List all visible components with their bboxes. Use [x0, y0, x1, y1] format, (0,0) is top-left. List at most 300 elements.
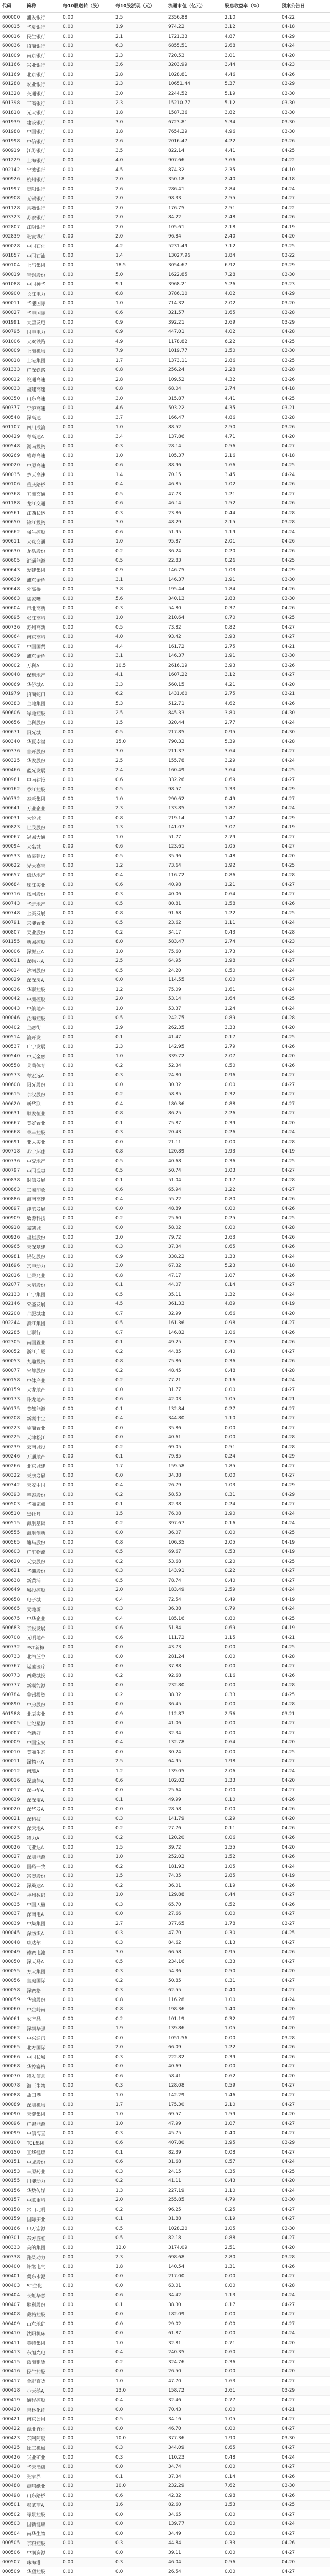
stock-name-cell: 强生控股	[25, 528, 61, 537]
cash-dividend-cell: 2.0	[113, 194, 166, 204]
bonus-shares-cell: 0.00	[61, 1414, 113, 1423]
stock-code-cell: 600175	[0, 1404, 25, 1414]
cash-dividend-cell: 1.2	[113, 1767, 166, 1776]
cash-dividend-cell: 0.0	[113, 1805, 166, 1815]
cash-dividend-cell: 0.3	[113, 1928, 166, 1938]
bonus-shares-cell: 0.00	[61, 2110, 113, 2120]
market-cap-cell: 64.95	[166, 1757, 223, 1767]
stock-code-cell: 000402	[0, 1023, 25, 1033]
dividend-yield-cell: 0.86	[223, 871, 279, 880]
announce-date-cell: 03-30	[279, 2224, 330, 2234]
stock-name-cell: 常山北明	[25, 2205, 61, 2215]
market-cap-cell: 58.85	[166, 1090, 223, 1099]
table-body	[0, 13, 330, 2576]
market-cap-cell: 67.32	[166, 1261, 223, 1271]
bonus-shares-cell: 0.00	[61, 1157, 113, 1166]
stock-name-cell: 栖霞建设	[25, 852, 61, 861]
dividend-yield-cell: 5.34	[223, 117, 279, 127]
table-row	[0, 651, 330, 661]
market-cap-cell: 974.22	[166, 22, 223, 32]
table-row	[0, 1233, 330, 1243]
dividend-yield-cell: 2.51	[223, 204, 279, 213]
bonus-shares-cell: 0.00	[61, 1728, 113, 1738]
cash-dividend-cell: 5.0	[113, 270, 166, 280]
table-row	[0, 1328, 330, 1338]
stock-code-cell: 600733	[0, 1652, 25, 1662]
stock-name-cell: 中航地产	[25, 1004, 61, 1014]
bonus-shares-cell: 0.00	[61, 422, 113, 432]
stock-code-cell: 000540	[0, 1052, 25, 1061]
dividend-yield-cell: 2.10	[223, 2100, 279, 2110]
stock-code-cell: 600053	[0, 1357, 25, 1366]
table-row	[0, 1433, 330, 1443]
cash-dividend-cell: 0.2	[113, 2205, 166, 2215]
bonus-shares-cell: 0.00	[61, 985, 113, 995]
cash-dividend-cell: 1.0	[113, 2091, 166, 2100]
dividend-yield-cell: 3.29	[223, 756, 279, 766]
table-row	[0, 79, 330, 89]
market-cap-cell: 256.24	[166, 365, 223, 375]
stock-code-cell: 000509	[0, 2567, 25, 2576]
dividend-yield-cell: 0.79	[223, 1604, 279, 1614]
market-cap-cell: 28.14	[166, 442, 223, 451]
announce-date-cell: 04-27	[279, 442, 330, 451]
market-cap-cell: 1607.22	[166, 670, 223, 680]
dividend-yield-cell: 1.24	[223, 1004, 279, 1014]
stock-code-cell: 000422	[0, 2424, 25, 2434]
stock-code-cell: 000055	[0, 1967, 25, 1976]
table-row	[0, 528, 330, 537]
table-row	[0, 975, 330, 985]
table-row	[0, 1090, 330, 1099]
dividend-yield-cell: 1.06	[223, 1328, 279, 1338]
stock-code-cell: 601857	[0, 251, 25, 261]
bonus-shares-cell: 0.00	[61, 251, 113, 261]
dividend-yield-cell: 0.16	[223, 1376, 279, 1385]
market-cap-cell: 195.44	[166, 585, 223, 595]
stock-name-cell: 神州数码	[25, 1890, 61, 1900]
stock-code-cell: 600027	[0, 308, 25, 318]
stock-code-cell: 000411	[0, 2338, 25, 2348]
market-cap-cell: 32.34	[166, 1728, 223, 1738]
market-cap-cell: 95.87	[166, 537, 223, 547]
stock-code-cell: 601188	[0, 499, 25, 509]
stock-code-cell: 600048	[0, 670, 25, 680]
stock-name-cell: 华电国际	[25, 308, 61, 318]
bonus-shares-cell: 0.00	[61, 2053, 113, 2062]
stock-code-cell: 000736	[0, 1157, 25, 1166]
table-row	[0, 1109, 330, 1118]
dividend-yield-cell: 1.05	[223, 2024, 279, 2033]
table-row	[0, 175, 330, 184]
cash-dividend-cell: 6.2	[113, 689, 166, 699]
bonus-shares-cell: 0.00	[61, 1947, 113, 1957]
stock-name-cell: 国药一致	[25, 1862, 61, 1872]
market-cap-cell: 54.36	[166, 1967, 223, 1976]
market-cap-cell: 51.77	[166, 833, 223, 842]
announce-date-cell: 04-26	[279, 2472, 330, 2482]
cash-dividend-cell: 1.5	[113, 718, 166, 728]
dividend-yield-cell: 1.22	[223, 1185, 279, 1195]
cash-dividend-cell: 0.4	[113, 1414, 166, 1423]
stock-name-cell: 中国国贸	[25, 642, 61, 652]
announce-date-cell: 04-25	[279, 556, 330, 566]
table-row	[0, 2262, 330, 2272]
announce-date-cell: 04-21	[279, 1395, 330, 1404]
dividend-yield-cell: 2.15	[223, 518, 279, 528]
stock-name-cell: 深天地A	[25, 1824, 61, 1834]
bonus-shares-cell: 0.00	[61, 137, 113, 146]
column-header: 简称	[25, 0, 61, 13]
stock-name-cell: 北京城建	[25, 1462, 61, 1471]
dividend-yield-cell: 0.06	[223, 1833, 279, 1843]
announce-date-cell: 04-28	[279, 1700, 330, 1709]
stock-code-cell: 600657	[0, 871, 25, 880]
announce-date-cell: 04-18	[279, 384, 330, 394]
bonus-shares-cell: 0.00	[61, 232, 113, 242]
dividend-yield-cell: 0.25	[223, 1214, 279, 1224]
stock-name-cell: 中成股份	[25, 2157, 61, 2167]
cash-dividend-cell: 2.0	[113, 204, 166, 213]
announce-date-cell: 04-27	[279, 2348, 330, 2358]
stock-code-cell: 000089	[0, 2100, 25, 2110]
stock-name-cell: 交通银行	[25, 89, 61, 99]
market-cap-cell: 286.41	[166, 184, 223, 194]
announce-date-cell: 04-27	[279, 1890, 330, 1900]
bonus-shares-cell: 0.00	[61, 413, 113, 423]
stock-code-cell: 000019	[0, 1795, 25, 1805]
dividend-yield-cell: 1.22	[223, 909, 279, 919]
stock-name-cell: 常熟银行	[25, 204, 61, 213]
dividend-yield-cell: 1.03	[223, 1166, 279, 1176]
cash-dividend-cell: 0.0	[113, 1719, 166, 1728]
stock-code-cell: 000031	[0, 814, 25, 823]
announce-date-cell: 04-24	[279, 1509, 330, 1519]
stock-name-cell: 三湘印象	[25, 1185, 61, 1195]
cash-dividend-cell: 3.0	[113, 747, 166, 756]
stock-name-cell: 农产品	[25, 2014, 61, 2024]
table-row	[0, 2091, 330, 2100]
stock-code-cell: 600019	[0, 270, 25, 280]
table-row	[0, 1509, 330, 1519]
dividend-yield-cell: 1.21	[223, 489, 279, 499]
bonus-shares-cell: 0.00	[61, 575, 113, 585]
stock-code-cell: 000048	[0, 1938, 25, 1948]
bonus-shares-cell: 0.00	[61, 1671, 113, 1681]
stock-code-cell: 002807	[0, 223, 25, 232]
market-cap-cell: 26.50	[166, 2367, 223, 2377]
market-cap-cell: 146.37	[166, 575, 223, 585]
stock-name-cell: TCL集团	[25, 2138, 61, 2148]
market-cap-cell: 290.62	[166, 794, 223, 804]
market-cap-cell: 35.11	[166, 1290, 223, 1300]
stock-name-cell: 苏宁环球	[25, 1147, 61, 1157]
table-row	[0, 242, 330, 251]
cash-dividend-cell: 1.2	[113, 985, 166, 995]
stock-name-cell: 深纺织A	[25, 1928, 61, 1938]
dividend-yield-cell: 0.00	[223, 1223, 279, 1233]
cash-dividend-cell: 0.0	[113, 2510, 166, 2520]
announce-date-cell: 03-28	[279, 2252, 330, 2262]
table-row	[0, 804, 330, 814]
stock-code-cell: 000426	[0, 2453, 25, 2463]
cash-dividend-cell: 10.0	[113, 2434, 166, 2444]
cash-dividend-cell: 0.0	[113, 2462, 166, 2472]
table-row	[0, 585, 330, 595]
stock-name-cell: 深康佳A	[25, 1776, 61, 1786]
announce-date-cell: 04-27	[279, 775, 330, 785]
bonus-shares-cell: 0.00	[61, 1395, 113, 1404]
market-cap-cell: 26.79	[166, 1481, 223, 1490]
cash-dividend-cell: 0.3	[113, 1814, 166, 1824]
stock-code-cell: 600340	[0, 737, 25, 747]
stock-name-cell: 深圳机场	[25, 2100, 61, 2110]
cash-dividend-cell: 0.5	[113, 556, 166, 566]
market-cap-cell: 7654.29	[166, 127, 223, 137]
market-cap-cell: 38.32	[166, 1690, 223, 1700]
dividend-yield-cell: 1.22	[223, 2043, 279, 2053]
dividend-yield-cell: 2.75	[223, 689, 279, 699]
market-cap-cell: 70.43	[166, 2405, 223, 2415]
bonus-shares-cell: 0.00	[61, 2443, 113, 2453]
dividend-yield-cell: 1.98	[223, 956, 279, 966]
announce-date-cell: 03-30	[279, 108, 330, 118]
cash-dividend-cell: 0.5	[113, 1576, 166, 1586]
announce-date-cell: 04-27	[279, 1986, 330, 1995]
bonus-shares-cell: 0.00	[61, 1690, 113, 1700]
dividend-yield-cell: 0.82	[223, 623, 279, 633]
table-row	[0, 1938, 330, 1948]
table-row	[0, 1995, 330, 2005]
dividend-yield-cell: 0.26	[223, 1128, 279, 1138]
bonus-shares-cell: 0.00	[61, 2291, 113, 2300]
table-row	[0, 1052, 330, 1061]
dividend-yield-cell: 1.05	[223, 1862, 279, 1872]
table-row	[0, 814, 330, 823]
cash-dividend-cell: 2.5	[113, 1757, 166, 1767]
stock-name-cell: 国电电力	[25, 327, 61, 337]
announce-date-cell: 04-24	[279, 1604, 330, 1614]
market-cap-cell: 139.86	[166, 2024, 223, 2033]
table-row	[0, 13, 330, 23]
table-row	[0, 270, 330, 280]
bonus-shares-cell: 0.00	[61, 2005, 113, 2014]
cash-dividend-cell: 0.8	[113, 909, 166, 919]
market-cap-cell: 176.75	[166, 204, 223, 213]
table-row	[0, 670, 330, 680]
dividend-yield-cell: 3.12	[223, 670, 279, 680]
announce-date-cell: 04-24	[279, 1128, 330, 1138]
stock-name-cell: 英特集团	[25, 2338, 61, 2348]
column-header: 预案公告日	[279, 0, 330, 13]
table-row	[0, 2405, 330, 2415]
table-row	[0, 2491, 330, 2501]
dividend-yield-cell: 1.91	[223, 651, 279, 661]
announce-date-cell: 04-26	[279, 1195, 330, 1205]
announce-date-cell: 04-26	[279, 1833, 330, 1843]
stock-code-cell: 600732	[0, 1642, 25, 1652]
stock-code-cell: 000056	[0, 1976, 25, 1986]
cash-dividend-cell: 0.6	[113, 461, 166, 470]
stock-name-cell: 京汉股份	[25, 1090, 61, 1099]
table-row	[0, 2557, 330, 2567]
announce-date-cell: 04-20	[279, 1023, 330, 1033]
cash-dividend-cell: 0.3	[113, 1900, 166, 1910]
stock-name-cell: 美的集团	[25, 2243, 61, 2253]
cash-dividend-cell: 0.2	[113, 1824, 166, 1834]
table-row	[0, 1280, 330, 1290]
market-cap-cell: 73.64	[166, 861, 223, 871]
dividend-yield-cell: 4.96	[223, 127, 279, 137]
stock-name-cell: 中国石油	[25, 251, 61, 261]
stock-code-cell: 600890	[0, 1700, 25, 1709]
market-cap-cell: 114.55	[166, 975, 223, 985]
cash-dividend-cell: 1.0	[113, 451, 166, 461]
cash-dividend-cell: 0.2	[113, 2176, 166, 2186]
dividend-yield-cell: 4.22	[223, 137, 279, 146]
bonus-shares-cell: 0.00	[61, 1843, 113, 1853]
column-header: 流通市值（亿元）	[166, 0, 223, 13]
stock-code-cell: 600639	[0, 575, 25, 585]
stock-name-cell: 长虹华意	[25, 2291, 61, 2300]
stock-code-cell: 000656	[0, 718, 25, 728]
cash-dividend-cell: 0.3	[113, 1242, 166, 1252]
stock-code-cell: 000153	[0, 2167, 25, 2177]
market-cap-cell: 96.84	[166, 232, 223, 242]
dividend-yield-cell: 0.20	[223, 1557, 279, 1567]
market-cap-cell: 34.49	[166, 2529, 223, 2539]
cash-dividend-cell: 3.6	[113, 60, 166, 70]
announce-date-cell: 04-26	[279, 1805, 330, 1815]
dividend-yield-cell: 0.64	[223, 1738, 279, 1748]
bonus-shares-cell: 0.00	[61, 1700, 113, 1709]
cash-dividend-cell: 1.7	[113, 2100, 166, 2110]
dividend-yield-cell: 0.00	[223, 2310, 279, 2319]
stock-name-cell: 华丽家族	[25, 1500, 61, 1510]
stock-code-cell: 600641	[0, 804, 25, 814]
bonus-shares-cell: 0.00	[61, 489, 113, 499]
table-row	[0, 2062, 330, 2072]
stock-name-cell: 杭州银行	[25, 175, 61, 184]
dividend-yield-cell: 0.59	[223, 2081, 279, 2091]
table-row	[0, 937, 330, 947]
dividend-yield-cell: 0.25	[223, 1337, 279, 1347]
bonus-shares-cell: 0.00	[61, 165, 113, 175]
bonus-shares-cell: 0.00	[61, 1462, 113, 1471]
dividend-yield-cell: 5.12	[223, 98, 279, 108]
dividend-yield-cell: 1.10	[223, 2186, 279, 2196]
cash-dividend-cell: 0.0	[113, 2272, 166, 2281]
table-row	[0, 2519, 330, 2529]
table-row	[0, 708, 330, 718]
announce-date-cell: 04-25	[279, 861, 330, 871]
table-row	[0, 1071, 330, 1080]
table-row	[0, 2329, 330, 2338]
bonus-shares-cell: 0.00	[61, 956, 113, 966]
announce-date-cell: 04-27	[279, 2272, 330, 2281]
stock-name-cell: 天津松江	[25, 1433, 61, 1443]
market-cap-cell: 155.78	[166, 756, 223, 766]
cash-dividend-cell: 0.0	[113, 1080, 166, 1090]
stock-name-cell: 海南高速	[25, 1195, 61, 1205]
stock-code-cell: 600603	[0, 1547, 25, 1557]
dividend-yield-cell: 0.22	[223, 1566, 279, 1576]
bonus-shares-cell: 0.00	[61, 1423, 113, 1433]
announce-date-cell: 04-20	[279, 1738, 330, 1748]
market-cap-cell: 82.18	[166, 2233, 223, 2243]
stock-name-cell: 飞亚达A	[25, 1843, 61, 1853]
market-cap-cell: 158.72	[166, 2386, 223, 2396]
stock-name-cell: 江阴银行	[25, 223, 61, 232]
bonus-shares-cell: 0.00	[61, 1833, 113, 1843]
announce-date-cell: 04-27	[279, 2310, 330, 2319]
stock-name-cell: 宝钢股份	[25, 270, 61, 280]
cash-dividend-cell: 1.0	[113, 2119, 166, 2129]
stock-name-cell: 粤高速A	[25, 432, 61, 442]
market-cap-cell: 40.61	[166, 1433, 223, 1443]
market-cap-cell: 34.74	[166, 2462, 223, 2472]
bonus-shares-cell: 0.00	[61, 2081, 113, 2091]
stock-code-cell: 000838	[0, 1176, 25, 1185]
cash-dividend-cell: 0.2	[113, 1347, 166, 1357]
stock-name-cell: 中国天楹	[25, 1900, 61, 1910]
bonus-shares-cell: 0.00	[61, 1748, 113, 1757]
table-row	[0, 98, 330, 108]
dividend-yield-cell: 0.24	[223, 1500, 279, 1510]
table-row	[0, 2377, 330, 2386]
market-cap-cell: 133.85	[166, 804, 223, 814]
cash-dividend-cell: 0.3	[113, 890, 166, 900]
stock-code-cell: 600158	[0, 1376, 25, 1385]
bonus-shares-cell: 0.00	[61, 70, 113, 80]
cash-dividend-cell: 4.0	[113, 632, 166, 642]
table-row	[0, 1004, 330, 1014]
stock-name-cell: 深高速	[25, 413, 61, 423]
cash-dividend-cell: 0.2	[113, 1490, 166, 1500]
announce-date-cell: 04-27	[279, 1318, 330, 1328]
stock-code-cell: 600708	[0, 1633, 25, 1643]
stock-code-cell: 600908	[0, 194, 25, 204]
stock-name-cell: 中国长城	[25, 2053, 61, 2062]
market-cap-cell: 25.64	[166, 1786, 223, 1795]
announce-date-cell: 04-27	[279, 794, 330, 804]
stock-name-cell: 晨鸣纸业	[25, 2481, 61, 2491]
market-cap-cell: 88.96	[166, 461, 223, 470]
stock-code-cell: 000088	[0, 2091, 25, 2100]
cash-dividend-cell: 2.0	[113, 1585, 166, 1595]
stock-name-cell: 新湖中宝	[25, 1414, 61, 1423]
table-row	[0, 1528, 330, 1538]
stock-code-cell: 601333	[0, 365, 25, 375]
dividend-yield-cell: 2.40	[223, 232, 279, 242]
dividend-yield-cell: 0.48	[223, 1366, 279, 1376]
table-row	[0, 1261, 330, 1271]
table-row	[0, 1252, 330, 1262]
table-row	[0, 718, 330, 728]
announce-date-cell: 04-19	[279, 1299, 330, 1309]
market-cap-cell: 96.25	[166, 2205, 223, 2215]
stock-name-cell: 无锡银行	[25, 194, 61, 204]
market-cap-cell: 503.22	[166, 403, 223, 413]
dividend-yield-cell: 1.07	[223, 1271, 279, 1281]
table-row	[0, 2358, 330, 2367]
stock-code-cell: 600246	[0, 1452, 25, 1462]
table-row	[0, 1061, 330, 1071]
market-cap-cell: 339.72	[166, 1052, 223, 1061]
market-cap-cell: 1051.56	[166, 2033, 223, 2043]
stock-code-cell: 600377	[0, 403, 25, 413]
market-cap-cell: 227.19	[166, 2186, 223, 2196]
